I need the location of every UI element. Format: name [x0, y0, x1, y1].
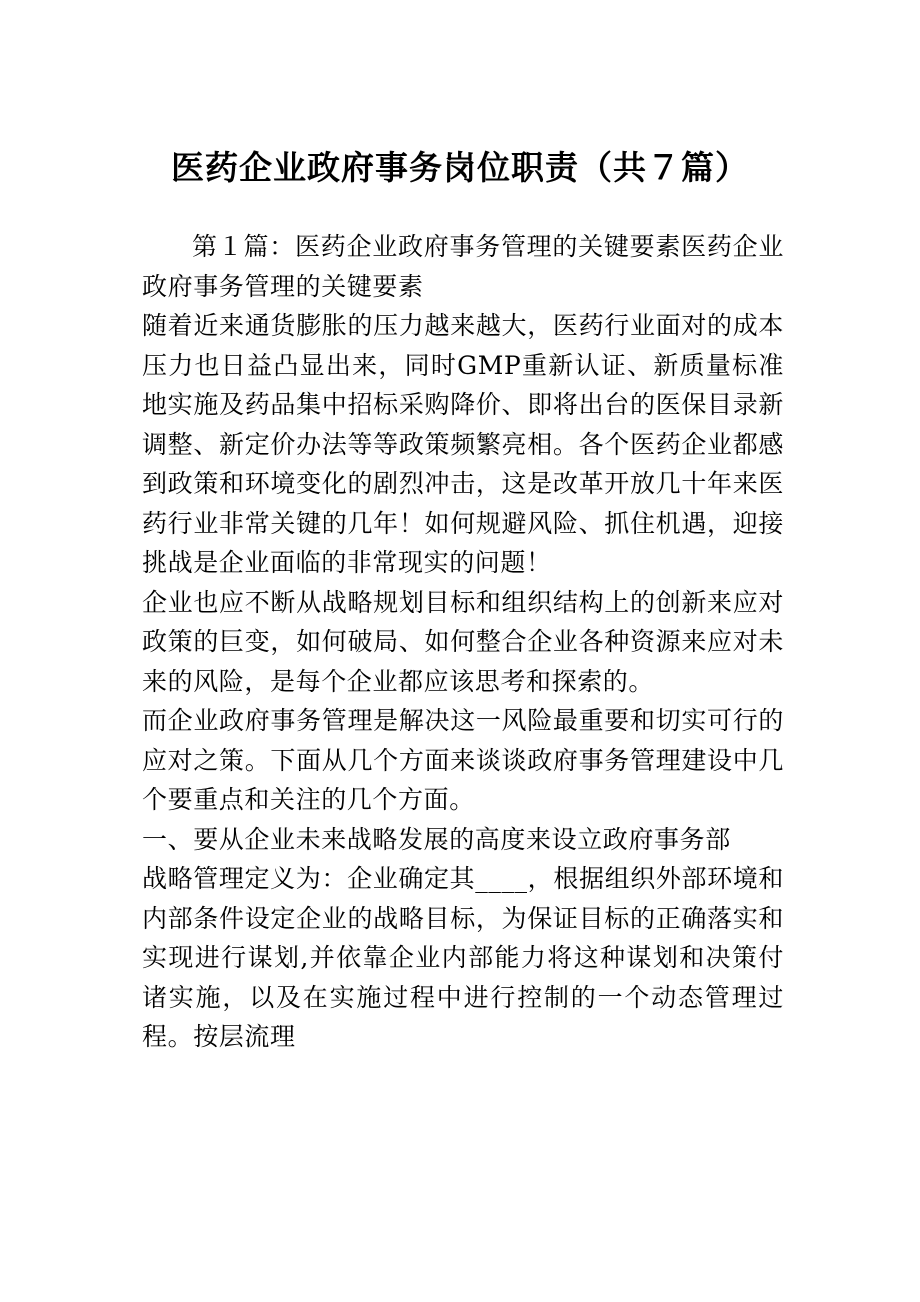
- paragraph-chapter-heading: 第１篇：医药企业政府事务管理的关键要素医药企业政府事务管理的关键要素: [142, 232, 784, 301]
- section-heading-one: 一、要从企业未来战略发展的高度来设立政府事务部: [142, 824, 731, 854]
- paragraph-government-affairs: 而企业政府事务管理是解决这一风险最重要和切实可行的应对之策。下面从几个方面来谈谈政府事务管理建设中几个要重点和关注的几个方面。: [142, 706, 784, 814]
- document-title: 医药企业政府事务岗位职责（共７篇）: [171, 148, 749, 187]
- paragraph-strategy: 企业也应不断从战略规划目标和组织结构上的创新来应对政策的巨变，如何破局、如何整合企业各种资源来应对未来的风险，是每个企业都应该思考和探索的。: [142, 587, 784, 696]
- paragraph-strategy-definition: 战略管理定义为：企业确定其____，根据组织外部环境和内部条件设定企业的战略目标，为保证目标的正确落实和实现进行谋划,并依靠企业内部能力将这种谋划和决策付诸实施，以及在实施过程中进行控制的一个动态管理过程。按层流理: [142, 864, 784, 1051]
- document-body: [142, 227, 784, 1057]
- paragraph-background: 随着近来通货膨胀的压力越来越大，医药行业面对的成本压力也日益凸显出来，同时GMP重新认证、新质量标准地实施及药品集中招标采购降价、即将出台的医保目录新调整、新定价办法等等政策频繁亮相。各个医药企业都感到政策和环境变化的剧烈冲击，这是改革开放几十年来医药行业非常关键的几年！如何规避风险、抓住机遇，迎接挑战是企业面临的非常现实的问题！: [142, 311, 784, 577]
